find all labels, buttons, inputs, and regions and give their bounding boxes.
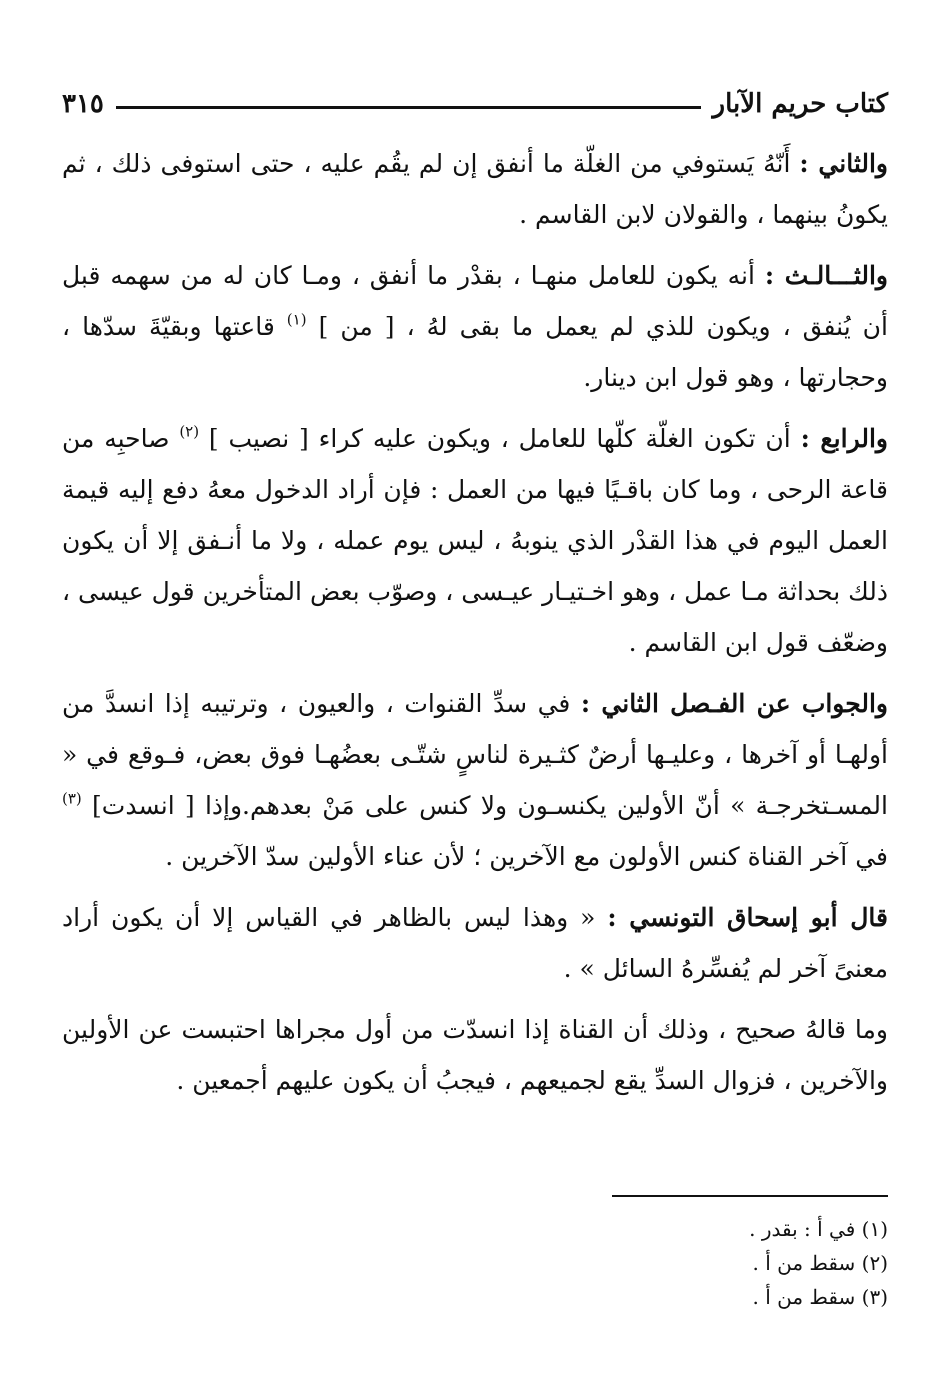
footnote-2: (٢) سقط من أ .: [752, 1251, 888, 1275]
running-title: كتاب حريم الآبار: [712, 89, 888, 119]
paragraph-text: في سدِّ القنوات ، والعيون ، وترتيبه إذا انسدَّ من أولهـا أو آخرها ، وعليـها أرضٌ كثـيرة لناسٍ شتّـى بعضُهـا فوق بعض، فـوقع في « المسـتخرجـة » أنّ الأولين يكنسـون ولا كنس على مَنْ بعدهم.وإذا [ انسدت]: [62, 689, 888, 820]
paragraph-text: وما قالهُ صحيح ، وذلك أن القناة إذا انسدّت من أول مجراها احتبست عن الأولين والآخرين ، فزوال السدِّ يقع لجميعهم ، فيجبُ أن يكون عليهم أجمعين .: [62, 1015, 888, 1095]
paragraph-lead: والجواب عن الفـصل الثاني :: [580, 689, 888, 718]
paragraph-text: « وهذا ليس بالظاهر في القياس إلا أن يكون أراد معنىً آخر لم يُفسِّرهُ السائل » .: [62, 903, 888, 983]
paragraph-text-continued: قاعتها وبقيّةَ سدّها ، وحجارتها ، وهو قول ابن دينار.: [62, 312, 888, 392]
body-text: [62, 138, 888, 1116]
footnote-ref: (١): [286, 310, 307, 329]
paragraph-lead: والرابع :: [800, 424, 889, 453]
paragraph-third-opinion: [62, 250, 888, 403]
running-header: [62, 82, 888, 126]
footnote-ref: (٣): [62, 789, 82, 808]
paragraph-text: أن تكون الغلّة كلّها للعامل ، ويكون عليه كراء [ نصيب ]: [208, 424, 801, 453]
paragraph-tunisi-quote: [62, 892, 888, 994]
footnote-1: (١) في أ : بقدر .: [749, 1217, 888, 1241]
paragraph-lead: قال أبو إسحاق التونسي :: [607, 903, 888, 932]
paragraph-text: أنه يكون للعامل منهـا ، بقدْر ما أنفق ، ومـا كان له من سهمه قبل أن يُنفق ، ويكون للذي لم يعمل ما بقى لهُ ، [ من ]: [62, 261, 888, 341]
footnotes: [62, 1212, 888, 1314]
paragraph-second-opinion: [62, 138, 888, 240]
page-number: ٣١٥: [62, 89, 104, 119]
header-rule: [116, 106, 701, 109]
paragraph-text: أَنّهُ يَستوفي من الغلّة ما أنفق إن لم يقُم عليه ، حتى استوفى ذلك ، ثم يكونُ بينهما ، والقولان لابن القاسم .: [62, 149, 888, 229]
paragraph-conclusion: [62, 1004, 888, 1106]
paragraph-second-section-answer: [62, 678, 888, 882]
paragraph-lead: والثـــالـث :: [764, 261, 888, 290]
footnote-ref: (٢): [179, 422, 200, 441]
paragraph-fourth-opinion: [62, 413, 888, 668]
footnote-3: (٣) سقط من أ .: [752, 1285, 888, 1309]
footnote-separator: [612, 1195, 888, 1197]
paragraph-text-continued: في آخر القناة كنس الأولون مع الآخرين ؛ لأن عناء الأولين سدّ الآخرين .: [165, 842, 888, 871]
paragraph-lead: والثاني :: [799, 149, 888, 178]
paragraph-text-continued: صاحبِه من قاعة الرحى ، وما كان باقـيًا فيها من العمل : فإن أراد الدخول معهُ دفع إليه قيمة العمل اليوم في هذا القدْر الذي ينوبهُ ، ليس يوم عمله ، ولا ما أنـفق إلا أن يكون ذلك بحداثة مـا عمل ، وهو اخـتيـار عيـسى ، وصوّب بعض المتأخرين قول عيسى ، وضعّف قول ابن القاسم .: [62, 424, 888, 657]
